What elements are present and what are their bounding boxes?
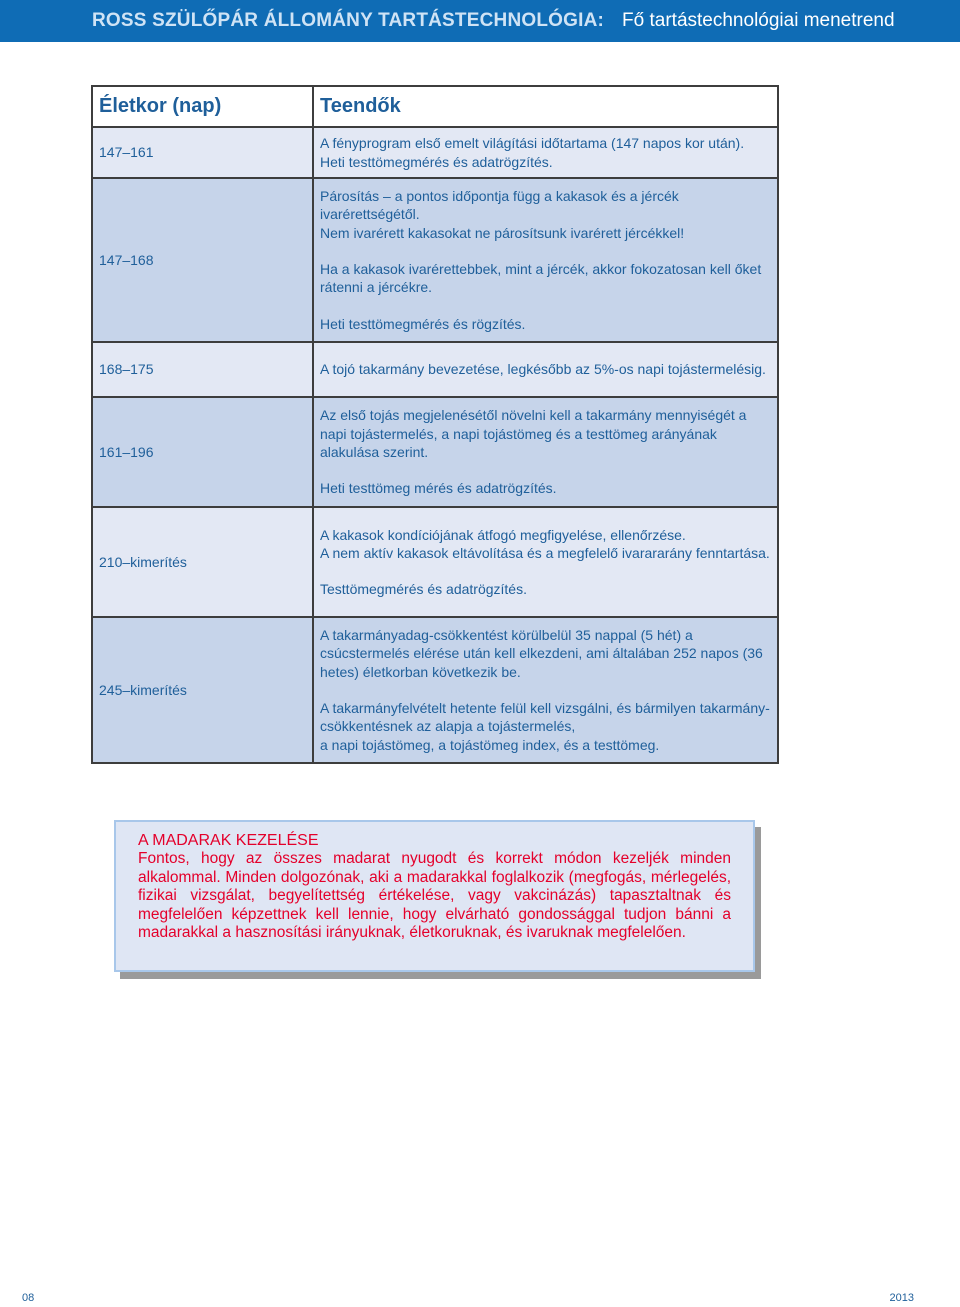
tasks-cell bbox=[313, 178, 778, 342]
task-line: Heti testtömegmérés és adatrögzítés. bbox=[320, 153, 553, 170]
task-line: Heti testtömeg mérés és adatrögzítés. bbox=[320, 480, 557, 497]
age-cell: 168–175 bbox=[92, 342, 313, 397]
age-cell: 161–196 bbox=[92, 397, 313, 507]
tasks-cell bbox=[313, 507, 778, 617]
table-row bbox=[92, 617, 778, 763]
column-header-tasks: Teendők bbox=[313, 86, 778, 127]
handling-note-box bbox=[114, 820, 755, 972]
task-line: a napi tojástömeg, a tojástömeg index, és a testtömeg. bbox=[320, 736, 660, 753]
task-line: A kakasok kondíciójának átfogó megfigyelése, ellenőrzése. bbox=[320, 526, 686, 543]
task-line: Az első tojás megjelenésétől növelni kell a takarmány mennyiségét a napi tojástermelés, a napi tojástömeg és a testtömeg arányának alakulása szerint. bbox=[320, 407, 747, 460]
column-header-age: Életkor (nap) bbox=[92, 86, 313, 127]
task-line: A nem aktív kakasok eltávolítása és a megfelelő ivarararány fenntartása. bbox=[320, 544, 770, 561]
footer-year: 2013 bbox=[889, 1292, 914, 1304]
tasks-cell bbox=[313, 617, 778, 763]
table-row bbox=[92, 342, 778, 397]
table-row bbox=[92, 507, 778, 617]
age-cell: 147–168 bbox=[92, 178, 313, 342]
header-title: ROSS SZÜLŐPÁR ÁLLOMÁNY TARTÁSTECHNOLÓGIA: bbox=[92, 10, 605, 31]
task-line: A takarmányfelvételt hetente felül kell vizsgálni, és bármilyen takarmány-csökkentésnek az alapja a tojástermelés, bbox=[320, 700, 770, 735]
task-line: Heti testtömegmérés és rögzítés. bbox=[320, 315, 526, 332]
schedule-table bbox=[91, 85, 779, 764]
task-line: Ha a kakasok ivarérettebbek, mint a jércék, akkor fokozatosan kell őket rátenni a jércékre. bbox=[320, 261, 762, 296]
table-row bbox=[92, 397, 778, 507]
age-cell: 245–kimerítés bbox=[92, 617, 313, 763]
task-line: Testtömegmérés és adatrögzítés. bbox=[320, 581, 527, 598]
task-line: Párosítás – a pontos időpontja függ a kakasok és a jércék ivarérettségétől. bbox=[320, 188, 679, 223]
tasks-cell bbox=[313, 342, 778, 397]
table-row bbox=[92, 127, 778, 178]
table-header-row bbox=[92, 86, 778, 127]
header-subtitle: Fő tartástechnológiai menetrend bbox=[622, 10, 895, 31]
task-line: A fényprogram első emelt világítási időtartama (147 napos kor után). bbox=[320, 135, 745, 152]
task-line: A takarmányadag-csökkentést körülbelül 35 nappal (5 hét) a csúcstermelés elérése után kell elkezdeni, ami általában 252 napos (36 hetes) életkorban következik be. bbox=[320, 627, 763, 680]
page-header bbox=[0, 0, 960, 42]
note-title: A MADARAK KEZELÉSE bbox=[138, 832, 319, 849]
age-cell: 210–kimerítés bbox=[92, 507, 313, 617]
task-line: Nem ivarérett kakasokat ne párosítsunk ivarérett jércékkel! bbox=[320, 224, 685, 241]
page-number: 08 bbox=[22, 1292, 35, 1304]
note-body: Fontos, hogy az összes madarat nyugodt és korrekt módon kezeljék minden alkalommal. Minden dolgozónak, aki a madarakkal foglalkozik (megfogás, mérlegelés, fizikai vizsgálat, begyelítettség értékelése, vagy vakcinázás) tapasztaltnak és megfelelően képzettnek kell lennie, hogy elvárható gondossággal tudjon bánni a madarakkal a hasznosítási irányuknak, életkoruknak, és ivaruknak megfelelően. bbox=[138, 850, 731, 942]
table-row bbox=[92, 178, 778, 342]
age-cell: 147–161 bbox=[92, 127, 313, 178]
tasks-cell bbox=[313, 397, 778, 507]
tasks-cell bbox=[313, 127, 778, 178]
task-line: A tojó takarmány bevezetése, legkésőbb az 5%-os napi tojástermelésig. bbox=[320, 361, 766, 378]
